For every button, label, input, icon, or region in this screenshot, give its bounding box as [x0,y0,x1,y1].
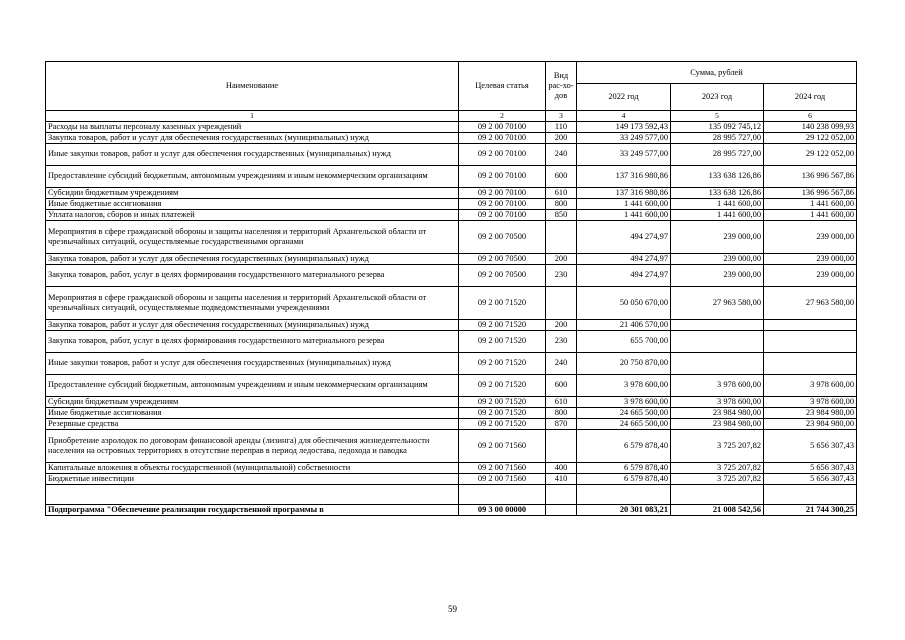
row-expense-type: 230 [546,330,577,352]
row-sum-2024: 1 441 600,00 [764,198,857,209]
row-sum-2022: 50 050 670,00 [577,286,671,319]
row-sum-2022: 494 274,97 [577,253,671,264]
row-target-article: 09 3 00 00000 [459,504,546,515]
row-name: Закупка товаров, работ, услуг в целях формирования государственного материального резерва [46,330,459,352]
row-sum-2022: 6 579 878,40 [577,429,671,462]
row-name: Закупка товаров, работ, услуг в целях формирования государственного материального резерва [46,264,459,286]
column-number: 1 [46,111,459,122]
row-target-article: 09 2 00 71560 [459,462,546,473]
row-expense-type [546,286,577,319]
row-sum-2024: 136 996 567,86 [764,187,857,198]
table-row [46,132,857,143]
row-sum-2023: 239 000,00 [671,253,764,264]
row-sum-2023: 133 638 126,86 [671,187,764,198]
row-name: Резервные средства [46,418,459,429]
row-expense-type: 410 [546,473,577,484]
row-target-article: 09 2 00 70100 [459,143,546,165]
row-name: Уплата налогов, сборов и иных платежей [46,209,459,220]
budget-table [45,61,857,516]
row-name [46,484,459,504]
row-target-article: 09 2 00 71520 [459,374,546,396]
row-target-article: 09 2 00 71520 [459,352,546,374]
row-target-article: 09 2 00 70500 [459,264,546,286]
row-sum-2023: 27 963 580,00 [671,286,764,319]
header-name: Наименование [46,62,459,111]
row-sum-2022: 1 441 600,00 [577,198,671,209]
table-row [46,374,857,396]
row-target-article: 09 2 00 71560 [459,429,546,462]
table-row [46,319,857,330]
row-name: Субсидии бюджетным учреждениям [46,187,459,198]
header-target-article: Целевая статья [459,62,546,111]
header-year-2023: 2023 год [671,84,764,111]
column-number: 6 [764,111,857,122]
row-expense-type [546,429,577,462]
row-name: Закупка товаров, работ и услуг для обеспечения государственных (муниципальных) нужд [46,132,459,143]
row-sum-2022 [577,484,671,504]
row-sum-2023: 28 995 727,00 [671,132,764,143]
row-expense-type [546,484,577,504]
column-number: 4 [577,111,671,122]
table-row [46,352,857,374]
row-sum-2023 [671,330,764,352]
row-name: Подпрограмма "Обеспечение реализации государственной программы в [46,504,459,515]
row-name: Бюджетные инвестиции [46,473,459,484]
row-sum-2023 [671,352,764,374]
page-number: 59 [448,604,457,614]
row-sum-2023: 133 638 126,86 [671,165,764,187]
row-sum-2024: 239 000,00 [764,253,857,264]
row-sum-2022: 3 978 600,00 [577,396,671,407]
row-sum-2024: 27 963 580,00 [764,286,857,319]
row-sum-2024: 23 984 980,00 [764,418,857,429]
table-row [46,462,857,473]
row-sum-2022: 137 316 980,86 [577,165,671,187]
row-sum-2023: 3 978 600,00 [671,374,764,396]
row-sum-2023: 3 725 207,82 [671,429,764,462]
row-target-article: 09 2 00 70100 [459,209,546,220]
table-row [46,286,857,319]
row-target-article: 09 2 00 70500 [459,253,546,264]
row-sum-2024: 3 978 600,00 [764,374,857,396]
row-sum-2023: 3 725 207,82 [671,462,764,473]
row-sum-2024: 1 441 600,00 [764,209,857,220]
row-target-article: 09 2 00 70100 [459,198,546,209]
row-sum-2022: 655 700,00 [577,330,671,352]
row-sum-2023 [671,484,764,504]
table-row [46,407,857,418]
row-sum-2022: 24 665 500,00 [577,407,671,418]
header-expense-type: Вид рас-хо-дов [546,62,577,111]
column-number: 3 [546,111,577,122]
table-row [46,264,857,286]
column-number-row [46,111,857,122]
header-year-2024: 2024 год [764,84,857,111]
row-sum-2022: 137 316 980,86 [577,187,671,198]
row-sum-2022: 494 274,97 [577,220,671,253]
row-sum-2024: 23 984 980,00 [764,407,857,418]
row-expense-type: 200 [546,132,577,143]
row-expense-type [546,220,577,253]
row-name: Мероприятия в сфере гражданской обороны и защиты населения и территорий Архангельской области от чрезвычайных ситуаций, осуществляемые государственными органами [46,220,459,253]
row-sum-2023 [671,319,764,330]
row-expense-type: 800 [546,407,577,418]
table-row [46,209,857,220]
row-target-article: 09 2 00 70100 [459,187,546,198]
row-sum-2024: 239 000,00 [764,220,857,253]
row-sum-2023: 3 725 207,82 [671,473,764,484]
row-expense-type: 610 [546,187,577,198]
row-sum-2023: 23 984 980,00 [671,418,764,429]
table-row [46,253,857,264]
row-expense-type: 850 [546,209,577,220]
row-target-article: 09 2 00 71520 [459,286,546,319]
column-number: 2 [459,111,546,122]
row-sum-2022: 24 665 500,00 [577,418,671,429]
row-sum-2023: 1 441 600,00 [671,209,764,220]
row-name: Предоставление субсидий бюджетным, автономным учреждениям и иным некоммерческим организациям [46,374,459,396]
row-target-article: 09 2 00 70100 [459,165,546,187]
row-sum-2022: 494 274,97 [577,264,671,286]
row-expense-type: 110 [546,121,577,132]
row-expense-type: 200 [546,253,577,264]
row-target-article [459,484,546,504]
row-sum-2024: 3 978 600,00 [764,396,857,407]
table-row [46,429,857,462]
row-sum-2022: 6 579 878,40 [577,473,671,484]
table-row [46,473,857,484]
table-row [46,143,857,165]
row-sum-2023: 239 000,00 [671,220,764,253]
row-sum-2024: 5 656 307,43 [764,473,857,484]
row-sum-2022: 1 441 600,00 [577,209,671,220]
row-expense-type: 870 [546,418,577,429]
row-sum-2023: 3 978 600,00 [671,396,764,407]
row-sum-2024: 29 122 052,00 [764,132,857,143]
table-row [46,396,857,407]
row-expense-type: 240 [546,352,577,374]
row-expense-type: 200 [546,319,577,330]
row-name: Иные закупки товаров, работ и услуг для обеспечения государственных (муниципальных) нужд [46,352,459,374]
row-name: Иные закупки товаров, работ и услуг для обеспечения государственных (муниципальных) нужд [46,143,459,165]
row-expense-type: 240 [546,143,577,165]
row-name: Закупка товаров, работ и услуг для обеспечения государственных (муниципальных) нужд [46,253,459,264]
table-row [46,121,857,132]
row-sum-2022: 3 978 600,00 [577,374,671,396]
row-target-article: 09 2 00 71520 [459,319,546,330]
row-sum-2023: 28 995 727,00 [671,143,764,165]
row-name: Предоставление субсидий бюджетным, автономным учреждениям и иным некоммерческим организациям [46,165,459,187]
table-row [46,165,857,187]
row-sum-2024 [764,484,857,504]
table-row [46,198,857,209]
row-sum-2024: 5 656 307,43 [764,462,857,473]
row-expense-type: 600 [546,165,577,187]
row-target-article: 09 2 00 70500 [459,220,546,253]
row-sum-2022: 33 249 577,00 [577,132,671,143]
row-target-article: 09 2 00 71560 [459,473,546,484]
row-sum-2023: 21 008 542,56 [671,504,764,515]
row-sum-2022: 21 406 570,00 [577,319,671,330]
row-name: Расходы на выплаты персоналу казенных учреждений [46,121,459,132]
row-target-article: 09 2 00 71520 [459,418,546,429]
row-target-article: 09 2 00 70100 [459,132,546,143]
row-sum-2024 [764,330,857,352]
row-name: Иные бюджетные ассигнования [46,198,459,209]
row-sum-2024: 21 744 300,25 [764,504,857,515]
table-row [46,220,857,253]
row-sum-2024 [764,352,857,374]
row-name: Капитальные вложения в объекты государственной (муниципальной) собственности [46,462,459,473]
row-sum-2022: 6 579 878,40 [577,462,671,473]
row-name: Субсидии бюджетным учреждениям [46,396,459,407]
row-sum-2022: 149 173 592,43 [577,121,671,132]
table-row [46,504,857,515]
row-sum-2024: 140 238 099,93 [764,121,857,132]
row-expense-type: 600 [546,374,577,396]
row-target-article: 09 2 00 71520 [459,407,546,418]
row-expense-type: 800 [546,198,577,209]
row-expense-type [546,504,577,515]
row-sum-2022: 33 249 577,00 [577,143,671,165]
row-name: Закупка товаров, работ и услуг для обеспечения государственных (муниципальных) нужд [46,319,459,330]
row-sum-2023: 1 441 600,00 [671,198,764,209]
table-row [46,187,857,198]
row-expense-type: 400 [546,462,577,473]
row-sum-2024 [764,319,857,330]
row-target-article: 09 2 00 71520 [459,330,546,352]
row-sum-2022: 20 301 083,21 [577,504,671,515]
row-expense-type: 230 [546,264,577,286]
table-row [46,484,857,504]
row-name: Мероприятия в сфере гражданской обороны и защиты населения и территорий Архангельской области от чрезвычайных ситуаций, осуществляемые подведомственными учреждениями [46,286,459,319]
row-sum-2022: 20 750 870,00 [577,352,671,374]
row-sum-2024: 29 122 052,00 [764,143,857,165]
table-row [46,330,857,352]
column-number: 5 [671,111,764,122]
row-sum-2023: 23 984 980,00 [671,407,764,418]
row-target-article: 09 2 00 70100 [459,121,546,132]
row-name: Иные бюджетные ассигнования [46,407,459,418]
row-name: Приобретение аэролодок по договорам финансовой аренды (лизинга) для обеспечения жизнедеятельности населения на островных территориях в отсутствие переправ в период ледостава, ледохода и паводка [46,429,459,462]
row-sum-2023: 135 092 745,12 [671,121,764,132]
row-sum-2024: 239 000,00 [764,264,857,286]
row-target-article: 09 2 00 71520 [459,396,546,407]
table-row [46,418,857,429]
row-sum-2024: 5 656 307,43 [764,429,857,462]
header-sum: Сумма, рублей [577,62,857,84]
row-sum-2024: 136 996 567,86 [764,165,857,187]
header-year-2022: 2022 год [577,84,671,111]
row-sum-2023: 239 000,00 [671,264,764,286]
table-body [46,121,857,515]
row-expense-type: 610 [546,396,577,407]
